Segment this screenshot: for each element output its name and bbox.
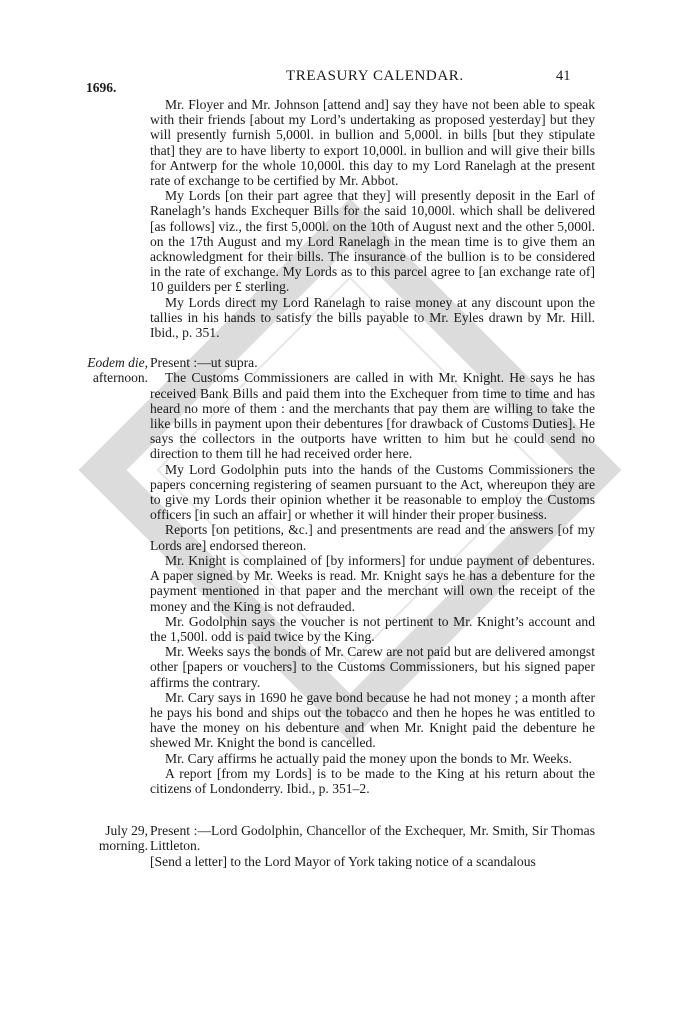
- paragraph: My Lords [on their part agree that they] will presently deposit in the Earl of Ranelagh’s hands Exchequer Bills for the said 10,000l. which shall be delivered [as follows] viz., the first 5,000l. on the 10th of August next and the other 5,000l. on the 17th August and my Lord Ranelagh in the mean time is to give them an acknowledgment for their bills. The insurance of the bullion is to be considered in the rate of exchange. My Lords as to this parcel agree to [an exchange rate of] 10 guilders per £ sterling.: [150, 188, 595, 295]
- side-date: Eodem die,: [87, 355, 148, 371]
- present-line: Present :—ut supra.: [150, 355, 258, 371]
- paragraph: My Lords direct my Lord Ranelagh to raise money at any discount upon the tallies in his hands to satisfy the bills payable to Mr. Eyles drawn by Mr. Hill. Ibid., p. 351.: [150, 294, 595, 341]
- paragraph: Mr. Cary says in 1690 he gave bond because he had not money ; a month after he pays his bond and ships out the tobacco and then he hopes he was entitled to have the money on his debenture and when Mr. Knight paid the debenture he shewed Mr. Knight the bond is cancelled.: [150, 689, 595, 751]
- present-line: Present :—Lord Godolphin, Chancellor of the Exchequer, Mr. Smith, Sir Thomas Littleton.: [150, 823, 595, 854]
- paragraph: A report [from my Lords] is to be made to the King at his return about the citizens of Londonderry. Ibid., p. 351–2.: [150, 765, 595, 796]
- paragraph: Mr. Weeks says the bonds of Mr. Carew are not paid but are delivered amongst other [papers or vouchers] to the Customs Commissioners, but his signed paper affirms the contrary.: [150, 644, 595, 690]
- document-body: [0, 97, 674, 869]
- entry-july-29: [0, 823, 674, 869]
- paragraph: Mr. Floyer and Mr. Johnson [attend and] say they have not been able to speak with their friends [about my Lord’s undertaking as proposed yesterday] but they will presently furnish 5,000l. in bullion and 5,000l. in bills [but they stipulate that] they are to have liberty to export 10,000l. in bullion and will give their bills for Antwerp for the whole 10,000l. this day to my Lord Ranelagh at the present rate of exchange to be certified by Mr. Abbot.: [150, 97, 595, 189]
- marginal-date: [70, 823, 148, 853]
- paragraph: Mr. Knight is complained of [by informers] for undue payment of debentures. A paper signed by Mr. Weeks is read. Mr. Knight says he has a debenture for the payment mentioned in that paper and the merchant will own the receipt of the money and the King is not defrauded.: [150, 552, 595, 614]
- entry-afternoon: [0, 355, 674, 796]
- side-date: July 29,: [105, 823, 148, 839]
- side-time: afternoon.: [92, 370, 148, 386]
- marginal-date: [70, 355, 148, 385]
- page-number: 41: [556, 68, 571, 84]
- paragraph: [Send a letter] to the Lord Mayor of York taking notice of a scandalous: [150, 853, 536, 869]
- paragraph: The Customs Commissioners are called in with Mr. Knight. He says he has received Bank Bills and paid them into the Exchequer from time to time and has heard no more of them : and the merchants that pay them are willing to take the like bills in payment upon their debentures [for drawback of Customs Duties]. He says the collectors in the outports have written to him but he could send no direction to them till he had received order here.: [150, 370, 595, 462]
- paragraph: Reports [on petitions, &c.] and presentments are read and the answers [of my Lords are] endorsed thereon.: [150, 522, 595, 553]
- entry-continuation: [0, 97, 674, 340]
- paragraph: My Lord Godolphin puts into the hands of the Customs Commissioners the papers concerning registering of seamen pursuant to the Act, whereupon they are to give my Lords their opinion whether it be reasonable to employ the Customs officers [in such an affair] or whether it will hinder their proper business.: [150, 461, 595, 523]
- paragraph: Mr. Godolphin says the voucher is not pertinent to Mr. Knight’s account and the 1,500l. odd is paid twice by the King.: [150, 613, 595, 644]
- header-year: 1696.: [86, 80, 117, 95]
- running-title: TREASURY CALENDAR.: [286, 68, 464, 84]
- page-header: [0, 68, 674, 95]
- side-time: morning.: [98, 838, 148, 854]
- paragraph: Mr. Cary affirms he actually paid the money upon the bonds to Mr. Weeks.: [165, 750, 572, 766]
